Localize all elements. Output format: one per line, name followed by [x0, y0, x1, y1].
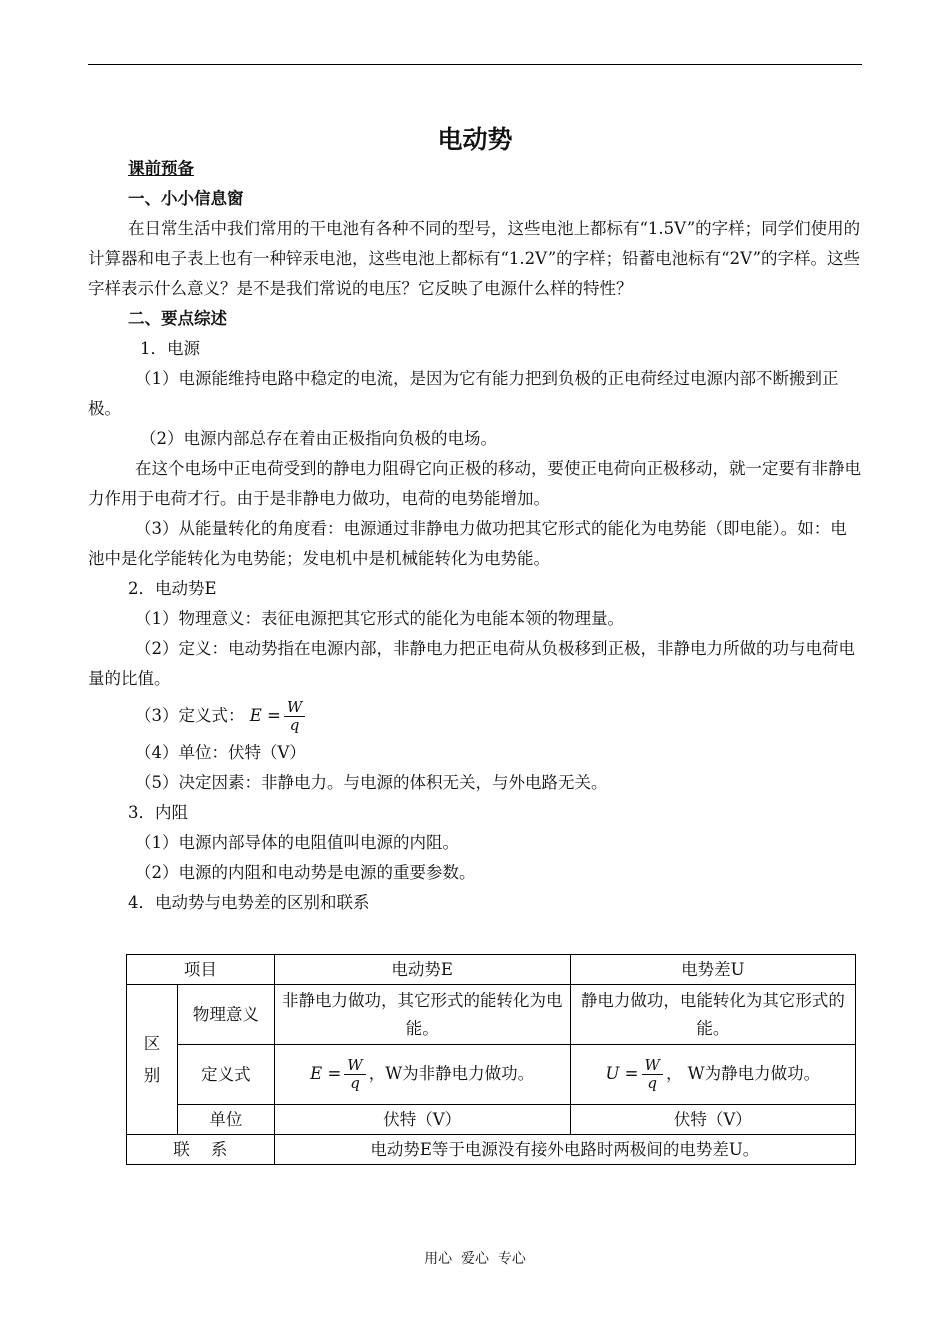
row2-emf-fraction	[344, 1057, 365, 1092]
row2-pd-fraction	[642, 1057, 663, 1092]
comparison-table	[126, 954, 856, 1165]
row3-emf: 伏特（V）	[274, 1105, 570, 1135]
row1-label: 物理意义	[178, 985, 275, 1045]
page-footer: 用心 爱心 专心	[424, 1251, 526, 1267]
formula-denominator: q	[289, 716, 300, 734]
part1-paragraph: 在日常生活中我们常用的干电池有各种不同的型号，这些电池上都标有“1.5V”的字样；同学们使用的计算器和电子表上也有一种锌汞电池，这些电池上都标有“1.2V”的字样；铅蓄电池标有“2V”的字样。这些字样表示什么意义？是不是我们常说的电压？它反映了电源什么样的特性？	[88, 219, 861, 298]
page-title: 电动势	[437, 125, 513, 154]
document-body	[88, 154, 863, 918]
header-item: 项目	[127, 955, 275, 985]
s3-p2: （2）电源的内阻和电动势是电源的重要参数。	[135, 863, 476, 882]
table-row	[127, 1045, 856, 1105]
s4-title: 4．电动势与电势差的区别和联系	[128, 893, 370, 912]
s2-title: 2．电动势E	[128, 579, 217, 598]
section-prep-heading: 课前预备	[128, 159, 194, 178]
s2-p3	[88, 694, 863, 738]
link-label: 联 系	[127, 1135, 275, 1165]
diff-label-1: 区	[143, 1033, 161, 1053]
s2-p5: （5）决定因素：非静电力。与电源的体积无关，与外电路无关。	[135, 773, 608, 792]
s2-p4: （4）单位：伏特（V）	[135, 743, 306, 762]
row2-emf-lhs: E =	[310, 1064, 342, 1083]
row2-pd-note: ， W为静电力做功。	[665, 1064, 821, 1083]
table-row	[127, 1135, 856, 1165]
row1-emf: 非静电力做功，其它形式的能转化为电能。	[274, 985, 570, 1045]
row2-emf	[274, 1045, 570, 1105]
row2-emf-note: ，W为非静电力做功。	[368, 1064, 535, 1083]
diff-label	[127, 985, 178, 1135]
row2-pd-denominator: q	[647, 1074, 658, 1092]
table-row	[127, 985, 856, 1045]
row2-pd-numerator: W	[642, 1057, 663, 1075]
s3-title: 3．内阻	[128, 803, 188, 822]
header-rule	[88, 64, 862, 65]
s1-p3: 在这个电场中正电荷受到的静电力阻碍它向正极的移动，要使正电荷向正极移动，就一定要有非静电力作用于电荷才行。由于是非静电力做功，电荷的电势能增加。	[88, 459, 861, 508]
formula-lhs: E =	[249, 706, 281, 725]
table-row	[127, 1105, 856, 1135]
link-text: 电动势E等于电源没有接外电路时两极间的电势差U。	[274, 1135, 855, 1165]
formula-numerator: W	[284, 699, 305, 717]
row2-emf-denominator: q	[350, 1074, 360, 1092]
formula-fraction	[284, 699, 305, 734]
header-emf: 电动势E	[274, 955, 570, 985]
row2-emf-numerator: W	[344, 1057, 365, 1075]
s1-title: 1．电源	[140, 339, 200, 358]
s2-p1: （1）物理意义：表征电源把其它形式的能化为电能本领的物理量。	[135, 609, 624, 628]
s1-p1: （1）电源能维持电路中稳定的电流，是因为它有能力把到负极的正电荷经过电源内部不断搬到正极。	[88, 369, 839, 418]
row1-pd: 静电力做功，电能转化为其它形式的能。	[570, 985, 855, 1045]
row2-pd	[570, 1045, 855, 1105]
s2-p2: （2）定义：电动势指在电源内部，非静电力把正电荷从负极移到正极，非静电力所做的功与电荷电量的比值。	[88, 639, 855, 688]
header-pd: 电势差U	[570, 955, 855, 985]
s1-p4: （3）从能量转化的角度看：电源通过非静电力做功把其它形式的能化为电势能（即电能）。如：电池中是化学能转化为电势能；发电机中是机械能转化为电势能。	[88, 519, 847, 568]
row2-pd-lhs: U =	[605, 1064, 639, 1083]
row3-pd: 伏特（V）	[570, 1105, 855, 1135]
s2-p3-label: （3）定义式：	[135, 706, 245, 725]
row2-label: 定义式	[178, 1045, 275, 1105]
diff-label-2: 别	[143, 1065, 161, 1085]
s3-p1: （1）电源内部导体的电阻值叫电源的内阻。	[135, 833, 459, 852]
s1-p2: （2）电源内部总存在着由正极指向负极的电场。	[140, 429, 497, 448]
row3-label: 单位	[178, 1105, 275, 1135]
part1-heading: 一、小小信息窗	[128, 189, 244, 208]
table-header-row	[127, 955, 856, 985]
part2-heading: 二、要点综述	[128, 309, 227, 328]
